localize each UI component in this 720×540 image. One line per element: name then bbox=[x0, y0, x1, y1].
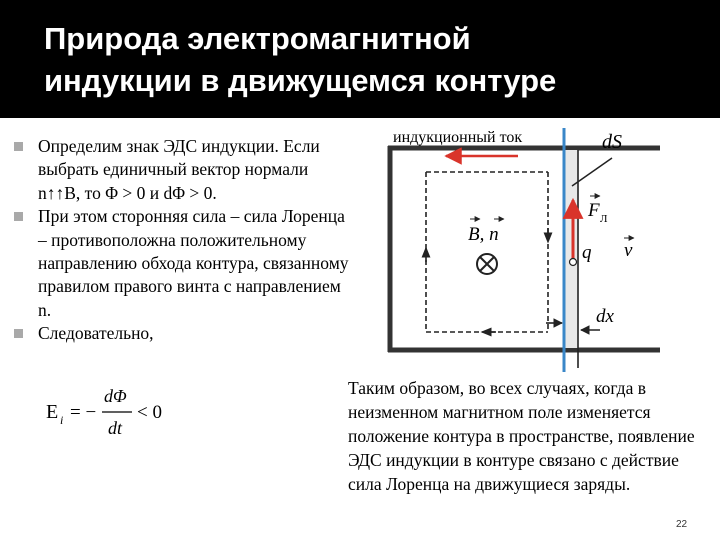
formula-denominator: dt bbox=[108, 418, 123, 438]
bullet-text: При этом сторонняя сила – сила Лоренца – противоположна положительному направлению обхода контура, связанному правилом правого винта с направлением n. bbox=[38, 206, 349, 320]
bullet-list bbox=[14, 135, 354, 346]
field-into-page-icon-cross bbox=[480, 257, 494, 271]
emf-symbol: E bbox=[46, 401, 59, 423]
formula-equals-minus: = − bbox=[70, 402, 97, 423]
bullet-marker bbox=[14, 142, 23, 151]
induced-current-label: индукционный ток bbox=[393, 129, 523, 146]
formula-relation: < 0 bbox=[137, 402, 162, 423]
dx-label: dx bbox=[596, 306, 614, 327]
bullet-item bbox=[14, 205, 354, 322]
emf-subscript: i bbox=[60, 413, 64, 427]
dS-label: dS bbox=[602, 131, 622, 153]
field-label: B, n bbox=[468, 224, 499, 245]
velocity-label: v bbox=[624, 240, 633, 261]
bullet-marker bbox=[14, 212, 23, 221]
field-into-page-icon bbox=[477, 254, 497, 274]
title-bar bbox=[0, 0, 720, 118]
bullet-item bbox=[14, 322, 354, 345]
force-label: F bbox=[588, 200, 600, 221]
bullet-text: Определим знак ЭДС индукции. Если выбрать единичный вектор нормали n↑↑B, то Φ > 0 и dΦ > 0. bbox=[38, 136, 320, 203]
formula-numerator: dΦ bbox=[104, 386, 127, 406]
field-into-page-icon-cross bbox=[480, 257, 494, 271]
force-subscript: Л bbox=[600, 213, 608, 225]
bullet-marker bbox=[14, 329, 23, 338]
charge-dot bbox=[570, 259, 577, 266]
page-number: 22 bbox=[676, 519, 688, 530]
dS-pointer bbox=[572, 158, 612, 186]
conclusion-text: Таким образом, во всех случаях, когда в неизменном магнитном поле изменяется положение контура в пространстве, появление ЭДС индукции в контуре связано с действие сила Лоренца на движущиеся заряды. bbox=[348, 378, 695, 494]
dS-strip bbox=[564, 150, 578, 348]
bullet-item bbox=[14, 135, 354, 205]
charge-label: q bbox=[582, 242, 592, 263]
slide-title: Природа электромагнитной индукции в движущемся контуре bbox=[44, 21, 557, 98]
bullet-text: Следовательно, bbox=[38, 323, 154, 344]
